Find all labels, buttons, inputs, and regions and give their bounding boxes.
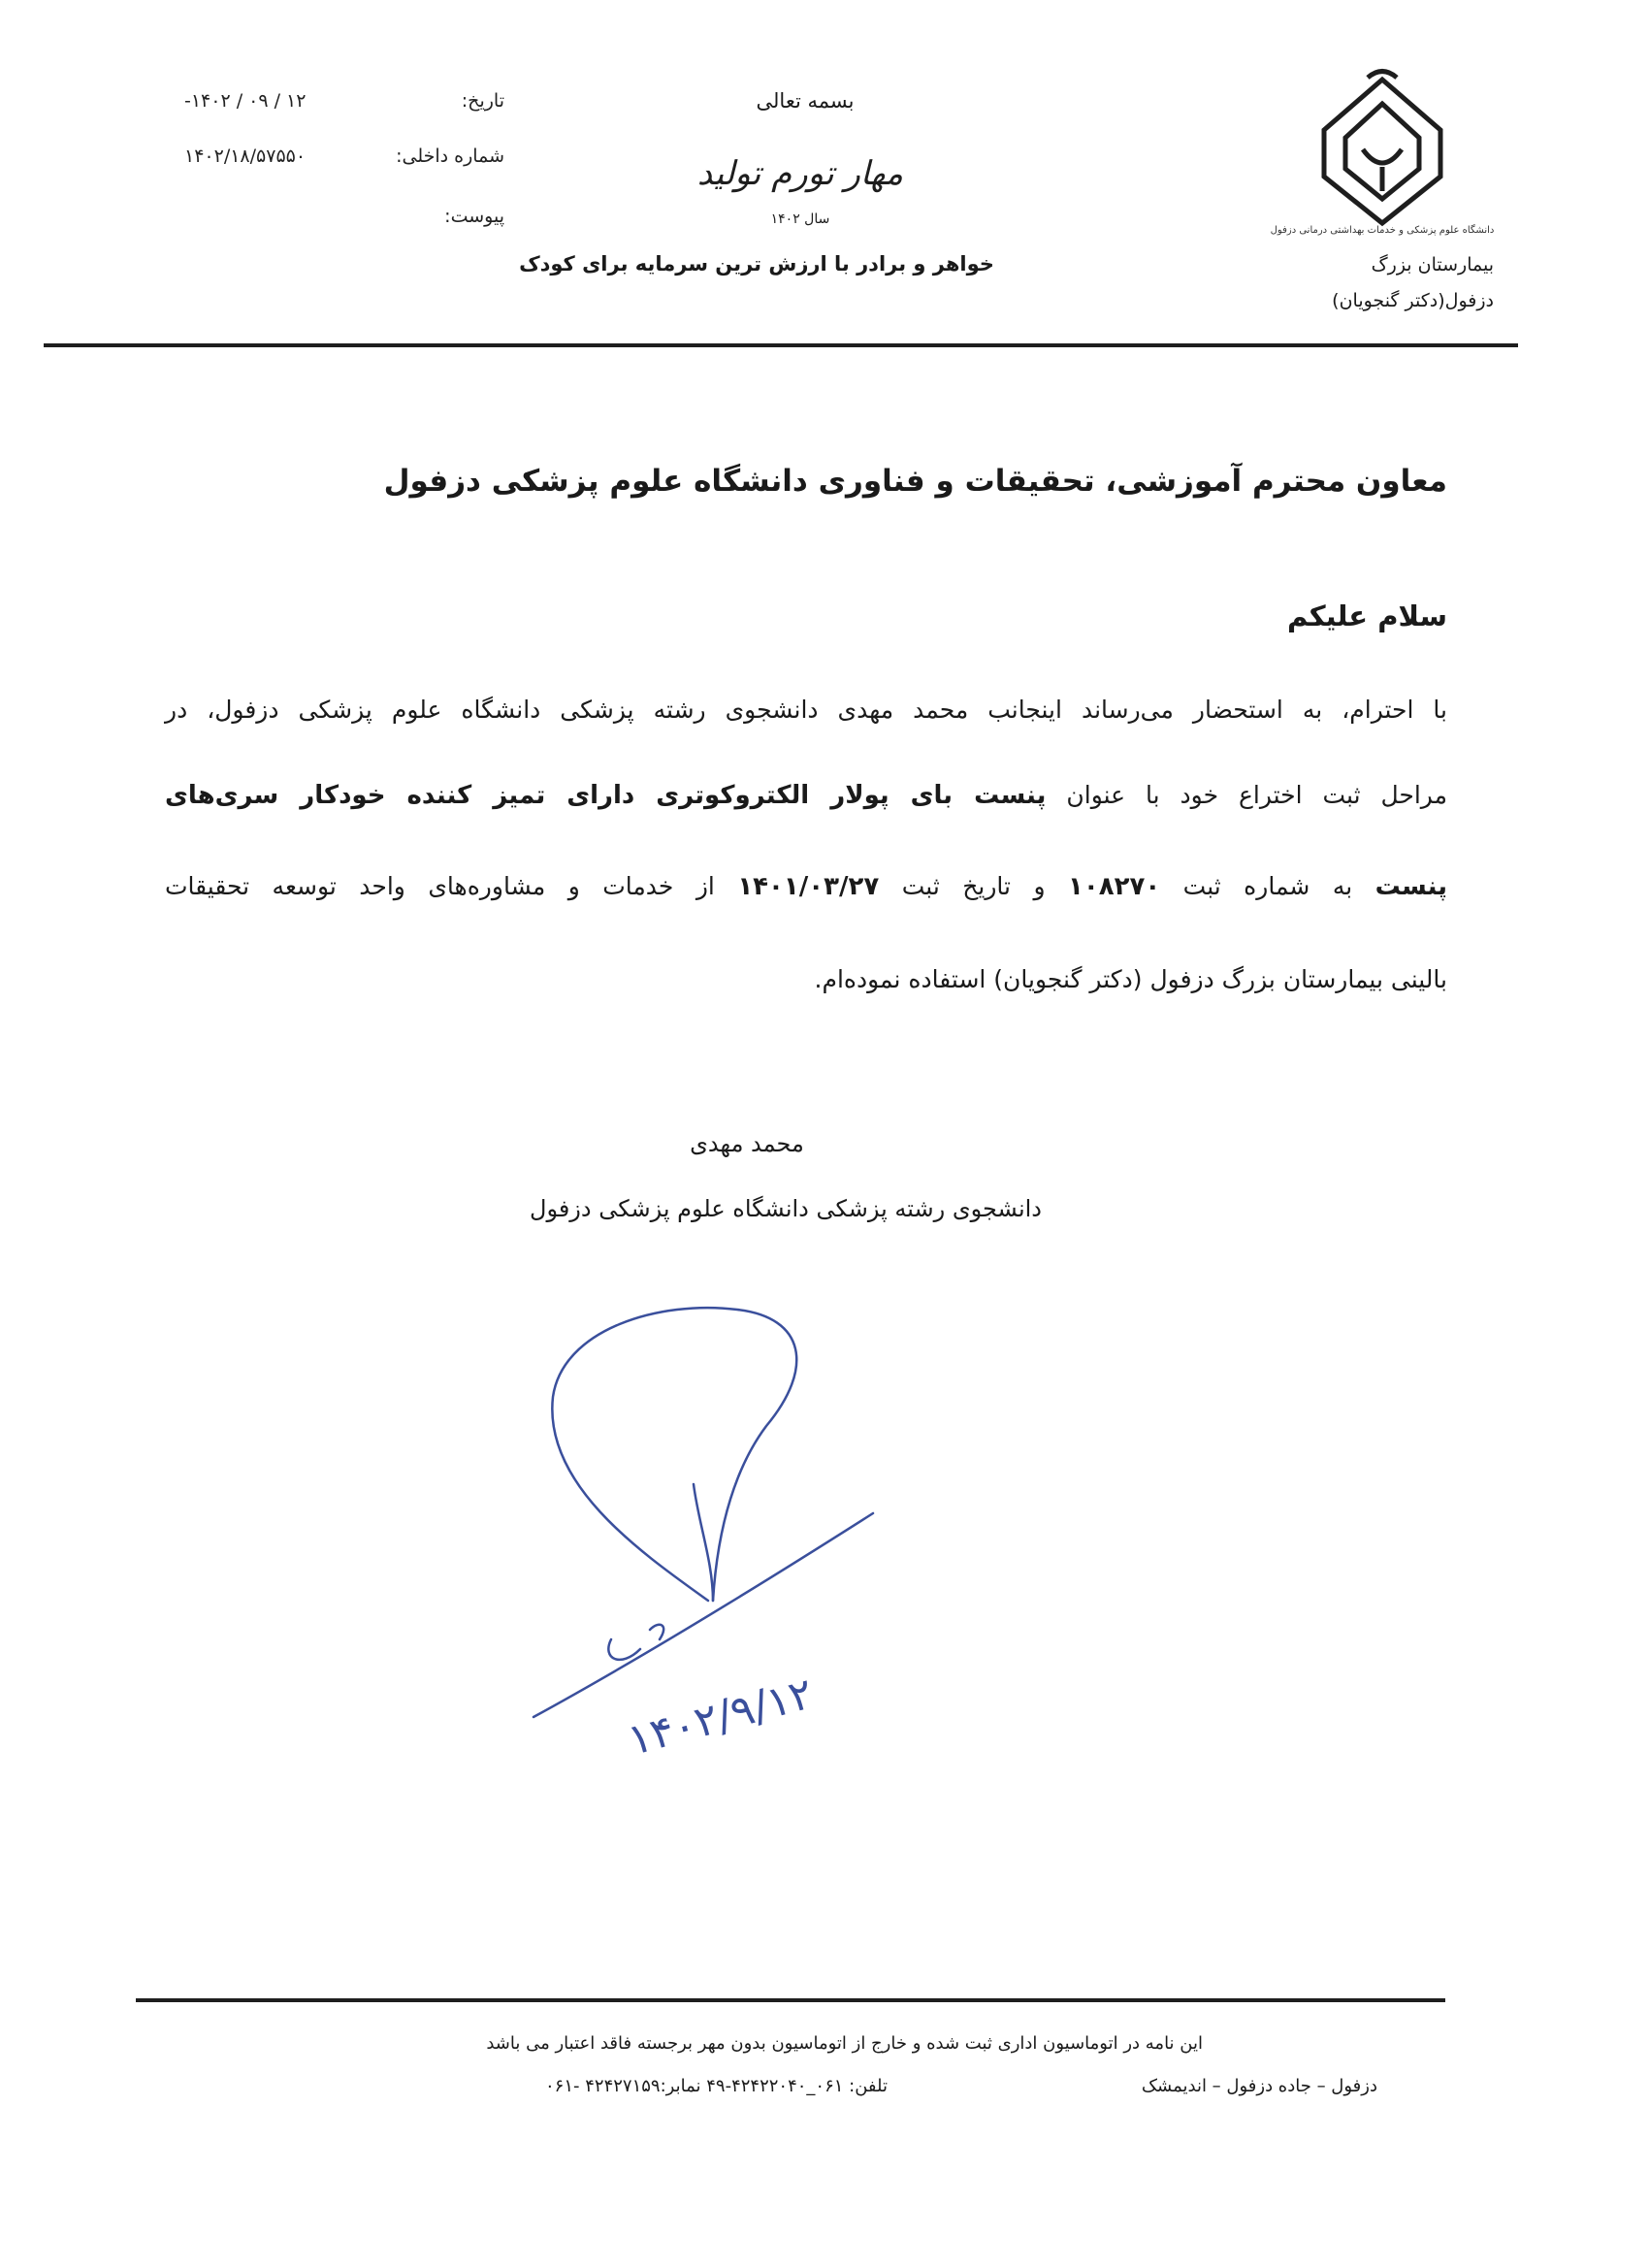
signer-title: دانشجوی رشته پزشکی دانشگاه علوم پزشکی دزفول bbox=[530, 1195, 1042, 1222]
internal-number-label: شماره داخلی: bbox=[396, 146, 504, 167]
hospital-name bbox=[1251, 247, 1494, 319]
footer-divider bbox=[136, 1998, 1445, 2002]
body-text: مراحل ثبت اختراع خود با عنوان bbox=[1066, 781, 1447, 809]
svg-text:سال ۱۴۰۲: سال ۱۴۰۲ bbox=[770, 211, 830, 227]
body-text: و تاریخ ثبت bbox=[901, 872, 1046, 900]
university-emblem-icon bbox=[1270, 60, 1495, 244]
footer-phone: تلفن: ۰۶۱_۴۲۴۲۲۰۴۰-۴۹ نمابر:۴۲۴۲۷۱۵۹ -۰۶۱ bbox=[545, 2076, 888, 2096]
body-line-4: بالینی بیمارستان بزرگ دزفول (دکتر گنجویان) استفاده نموده‌ام. bbox=[814, 965, 1447, 993]
body-text: از خدمات و مشاوره‌های واحد توسعه تحقیقات bbox=[165, 872, 715, 900]
invention-title: پنست بای پولار الکتروکوتری دارای تمیز کننده خودکار سری‌های bbox=[165, 781, 1047, 810]
year-slogan-calligraphy bbox=[698, 126, 902, 247]
body-text: به شماره ثبت bbox=[1182, 872, 1353, 900]
svg-text:دانشگاه علوم پزشکی و خدمات بهد: دانشگاه علوم پزشکی و خدمات بهداشتی درمانی دزفول bbox=[1270, 225, 1495, 236]
body-line-3 bbox=[165, 867, 1447, 906]
svg-text:مهار تورم تولید: مهار تورم تولید bbox=[696, 154, 904, 193]
footer-address: دزفول – جاده دزفول – اندیمشک bbox=[1141, 2076, 1377, 2096]
footer-note: این نامه در اتوماسیون اداری ثبت شده و خارج از اتوماسیون بدون مهر برجسته فاقد اعتبار می باشد bbox=[486, 2033, 1203, 2054]
body-line-2 bbox=[165, 776, 1447, 815]
slogan-subtitle: خواهر و برادر با ارزش ترین سرمایه برای کودک bbox=[519, 252, 994, 275]
header-divider bbox=[44, 343, 1518, 347]
recipient-line: معاون محترم آموزشی، تحقیقات و فناوری دانشگاه علوم پزشکی دزفول bbox=[383, 464, 1447, 499]
hospital-name-line1: بیمارستان بزرگ bbox=[1371, 254, 1494, 275]
hospital-name-line2: دزفول(دکتر گنجویان) bbox=[1332, 290, 1494, 311]
salutation: سلام علیکم bbox=[1287, 599, 1447, 632]
attachment-label: پیوست: bbox=[444, 206, 504, 227]
hospital-logo bbox=[1270, 60, 1495, 244]
body-line-1: با احترام، به استحضار می‌رساند اینجانب محمد مهدی دانشجوی رشته پزشکی دانشگاه علوم پزشکی دزفول، در bbox=[165, 696, 1447, 724]
internal-number-value: ۱۴۰۲/۱۸/۵۷۵۵۰ bbox=[184, 146, 307, 167]
date-value: -۱۴۰۲ / ۰۹ / ۱۲ bbox=[184, 90, 307, 112]
signer-name: محمد مهدی bbox=[690, 1130, 804, 1157]
handwritten-signature bbox=[524, 1290, 912, 1766]
invention-title-end: پنست bbox=[1374, 872, 1448, 901]
date-label: تاریخ: bbox=[461, 90, 504, 112]
registration-date: ۱۴۰۱/۰۳/۲۷ bbox=[737, 872, 880, 901]
registration-number: ۱۰۸۲۷۰ bbox=[1067, 872, 1161, 901]
bismillah: بسمه تعالی bbox=[756, 89, 855, 113]
svg-text:۱۴۰۲/۹/۱۲: ۱۴۰۲/۹/۱۲ bbox=[622, 1669, 819, 1766]
